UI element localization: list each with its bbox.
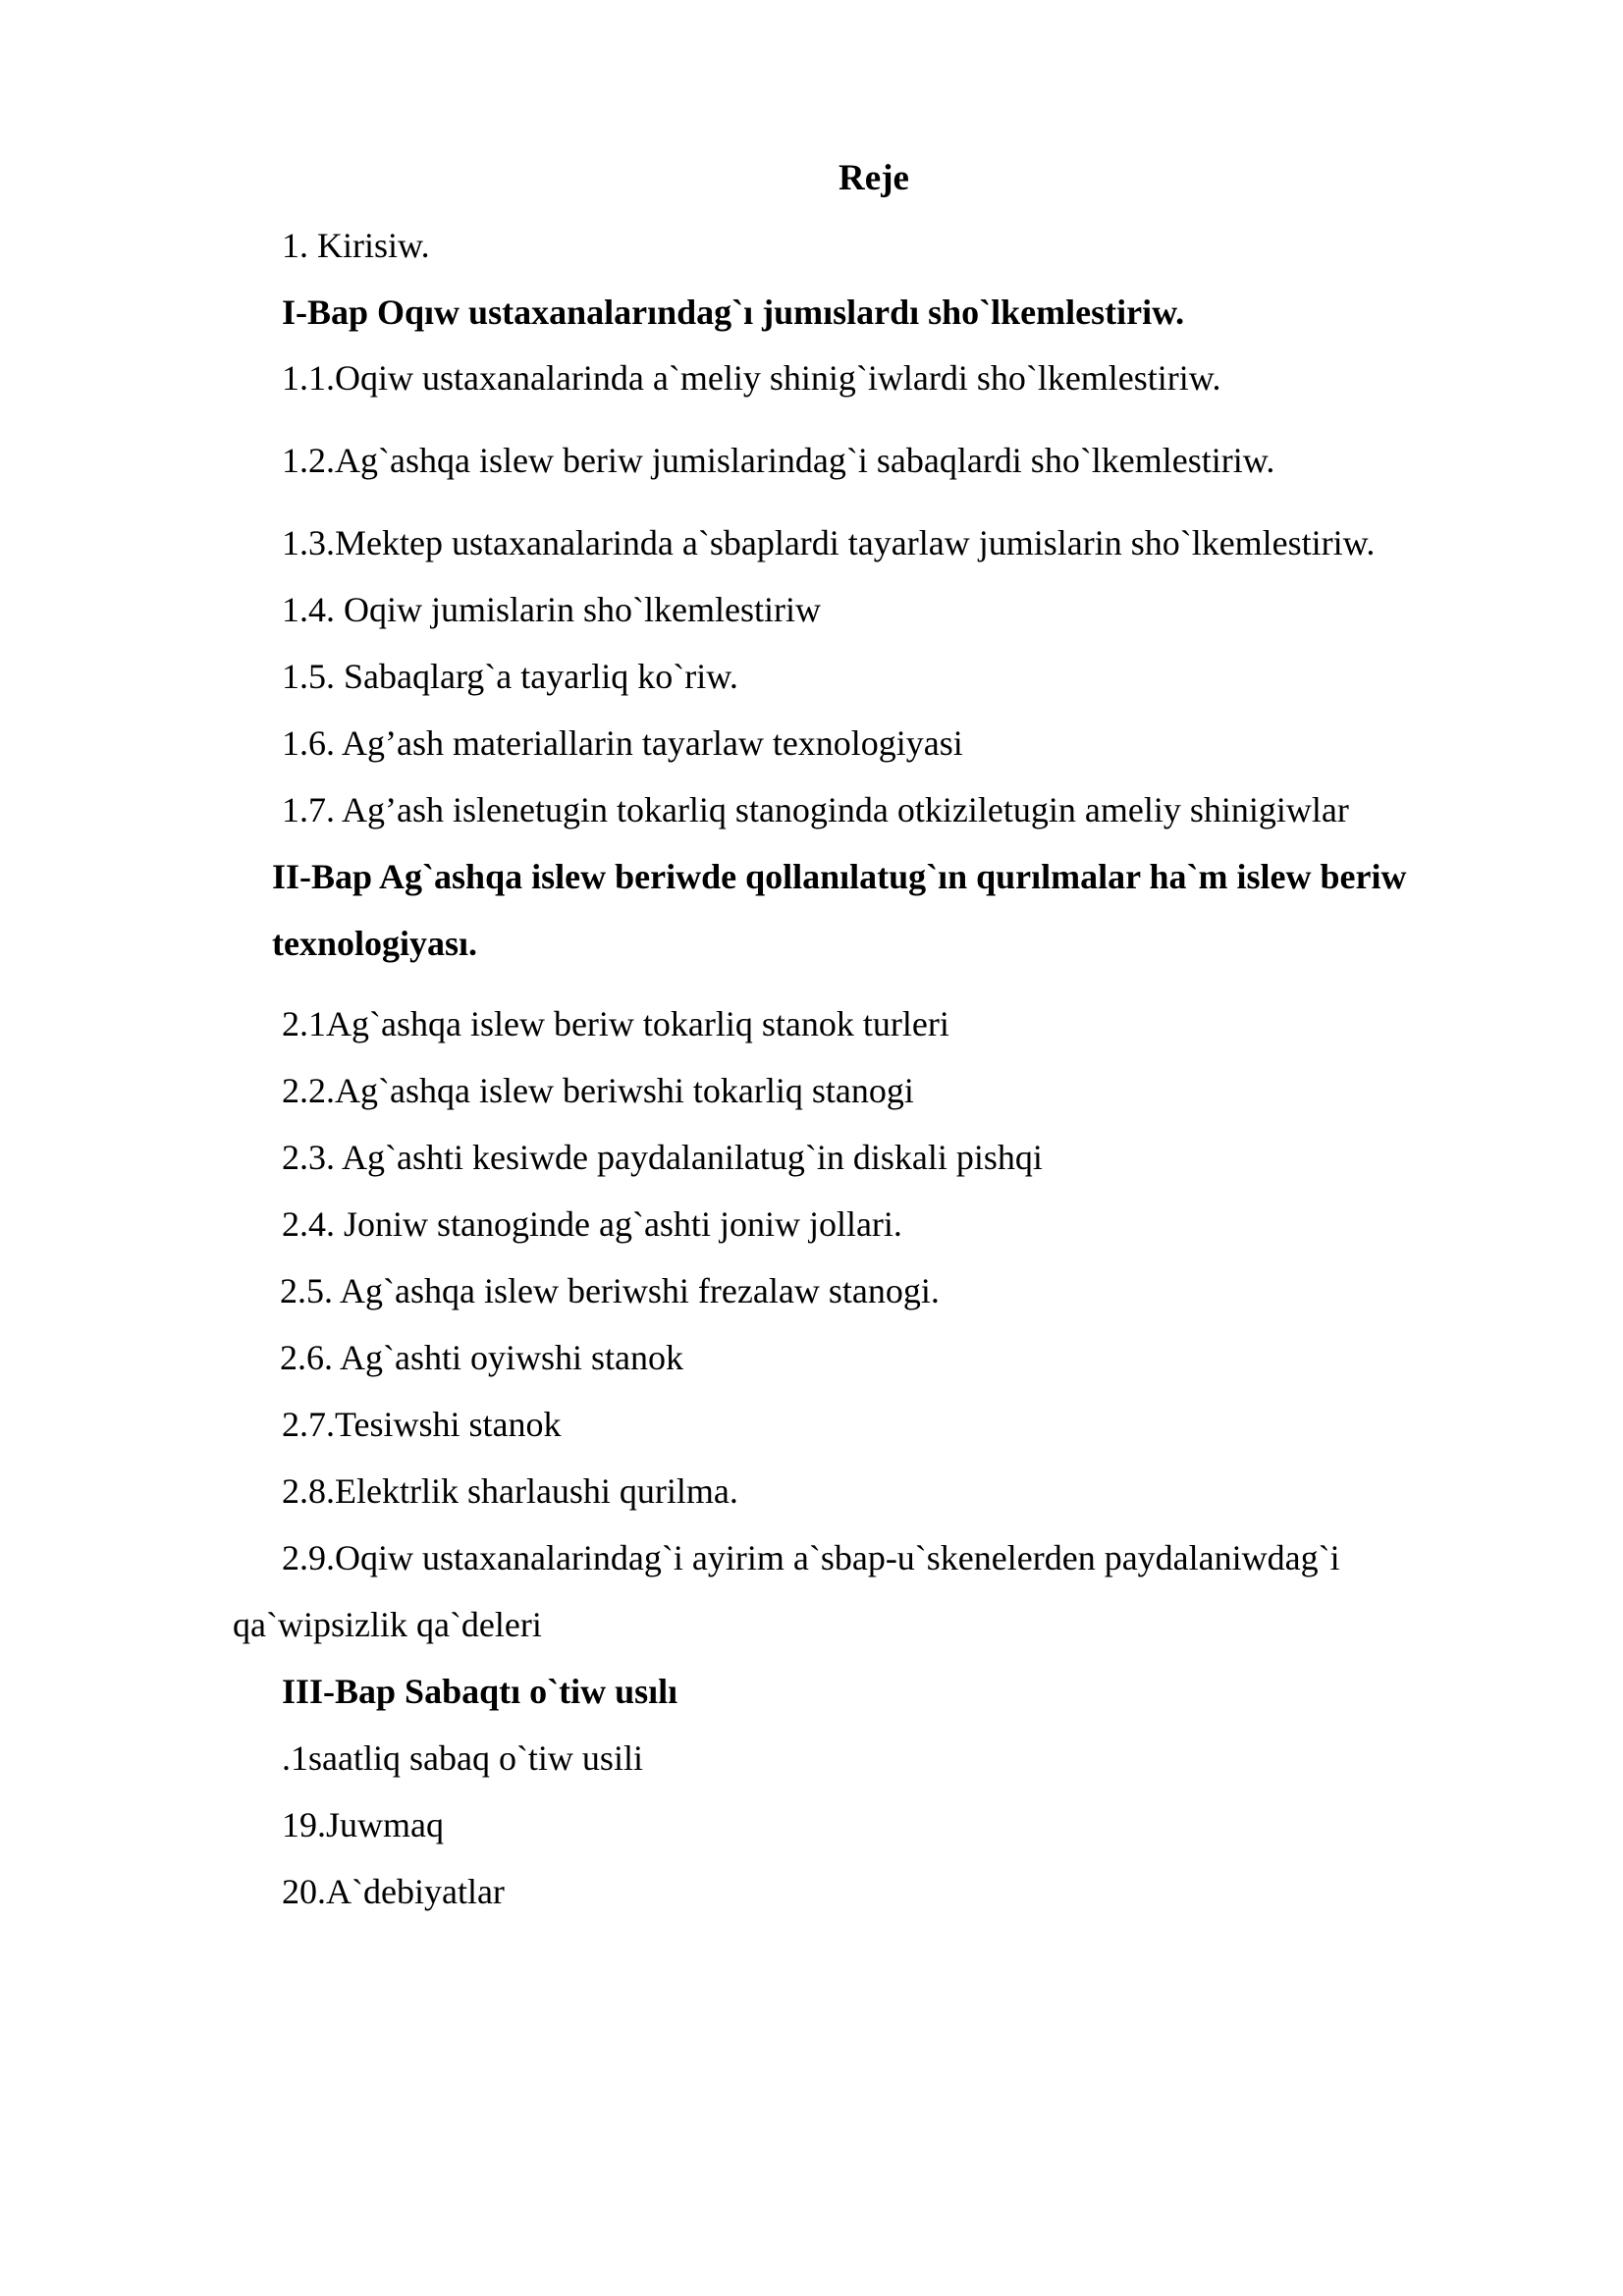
toc-item: 1.3.Mektep ustaxanalarinda a`sbaplardi tayarlaw jumislarin sho`lkemlestiriw.	[282, 523, 1376, 562]
toc-item: 2.1Ag`ashqa islew beriw tokarliq stanok turleri	[282, 1004, 949, 1043]
chapter-2-heading-cont: texnologiyası.	[272, 924, 478, 963]
toc-item: 2.4. Joniw stanoginde ag`ashti joniw jollari.	[282, 1204, 902, 1244]
chapter-1-heading: I-Bap Oqıw ustaxanalarındag`ı jumıslardı sho`lkemlestiriw.	[282, 293, 1185, 332]
toc-item: 2.9.Oqiw ustaxanalarindag`i ayirim a`sbap-u`skenelerden paydalaniwdag`i	[282, 1538, 1340, 1577]
toc-item: 20.A`debiyatlar	[282, 1872, 505, 1911]
toc-item: 2.8.Elektrlik sharlaushi qurilma.	[282, 1471, 738, 1511]
toc-item: 1.1.Oqiw ustaxanalarinda a`meliy shinig`iwlardi sho`lkemlestiriw.	[282, 358, 1221, 398]
page-title: Reje	[839, 158, 909, 198]
toc-item: .1saatliq sabaq o`tiw usili	[282, 1738, 643, 1778]
toc-item: 1.6. Ag’ash materiallarin tayarlaw texnologiyasi	[282, 723, 963, 763]
toc-item: 2.3. Ag`ashti kesiwde paydalanilatug`in diskali pishqi	[282, 1138, 1043, 1177]
toc-item: 1.5. Sabaqlarg`a tayarliq ko`riw.	[282, 657, 738, 696]
chapter-2-heading: II-Bap Ag`ashqa islew beriwde qollanılatug`ın qurılmalar ha`m islew beriw	[272, 857, 1407, 896]
toc-item: 2.7.Tesiwshi stanok	[282, 1405, 562, 1444]
toc-item: 2.2.Ag`ashqa islew beriwshi tokarliq stanogi	[282, 1071, 914, 1110]
chapter-3-heading: III-Bap Sabaqtı o`tiw usılı	[282, 1672, 678, 1711]
toc-item: 1.2.Ag`ashqa islew beriw jumislarindag`i sabaqlardi sho`lkemlestiriw.	[282, 441, 1275, 480]
toc-item: 1.4. Oqiw jumislarin sho`lkemlestiriw	[282, 590, 821, 629]
toc-item-cont: qa`wipsizlik qa`deleri	[233, 1605, 542, 1644]
toc-item: 19.Juwmaq	[282, 1805, 444, 1844]
toc-item: 2.6. Ag`ashti oyiwshi stanok	[280, 1338, 683, 1377]
toc-intro: 1. Kirisiw.	[282, 226, 430, 265]
toc-item: 2.5. Ag`ashqa islew beriwshi frezalaw stanogi.	[280, 1271, 940, 1310]
toc-item: 1.7. Ag’ash islenetugin tokarliq stanoginda otkiziletugin ameliy shinigiwlar	[282, 790, 1349, 829]
